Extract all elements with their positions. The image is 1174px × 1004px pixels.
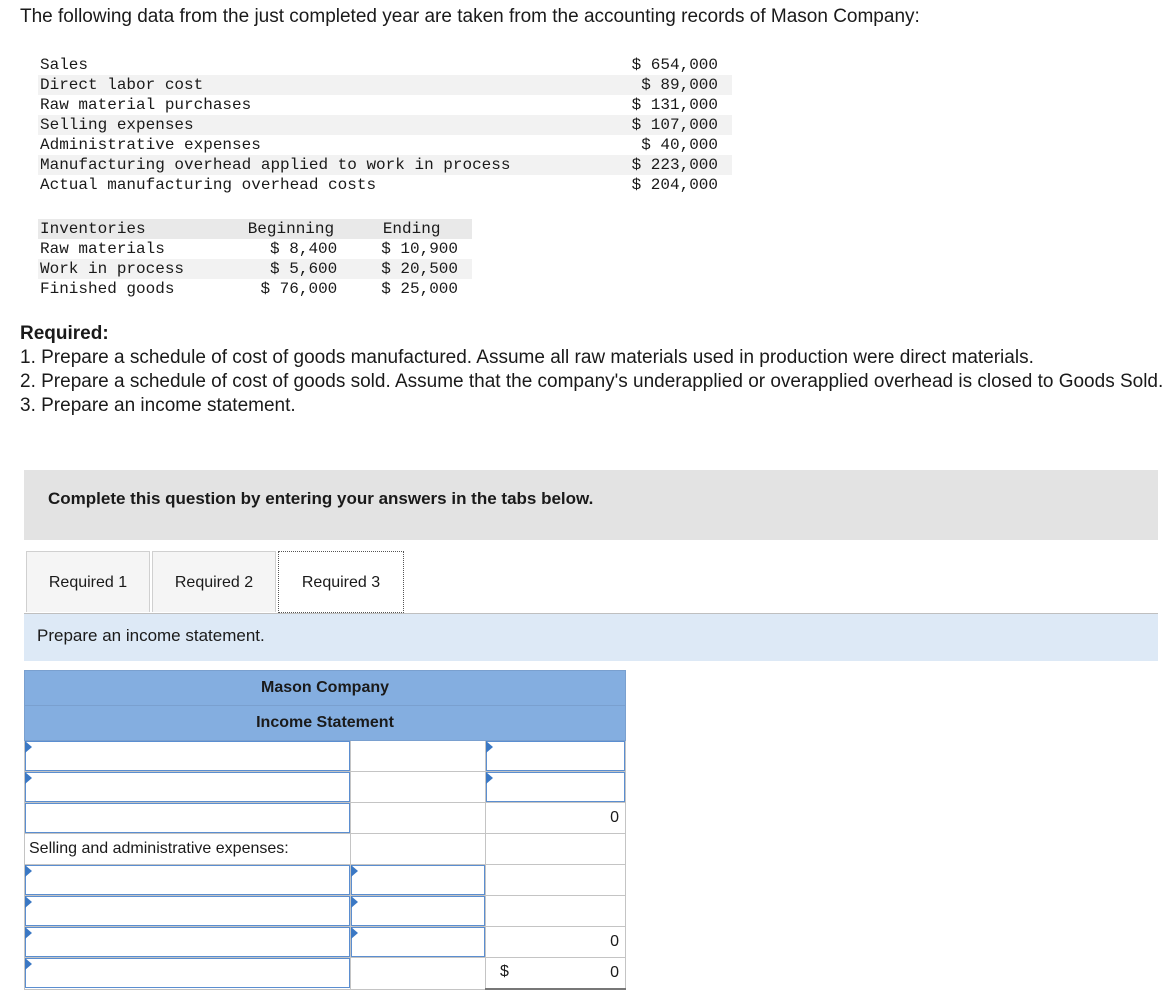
inventory-ending: $ 10,900 bbox=[381, 240, 458, 258]
data-row bbox=[38, 135, 732, 155]
data-label: Actual manufacturing overhead costs bbox=[40, 176, 377, 194]
data-amount: $ 654,000 bbox=[631, 56, 718, 74]
data-amount: $ 89,000 bbox=[609, 75, 732, 95]
account-select[interactable] bbox=[25, 896, 350, 926]
inventory-header: Inventories bbox=[38, 219, 231, 239]
net-income-amount: 0 bbox=[610, 964, 620, 981]
inventory-row bbox=[38, 259, 472, 279]
dropdown-arrow-icon bbox=[25, 772, 32, 784]
required-heading: Required: bbox=[20, 323, 109, 344]
statement-row bbox=[25, 803, 626, 834]
statement-sub-cell bbox=[351, 896, 486, 927]
dropdown-arrow-icon bbox=[25, 865, 32, 877]
tab-bar bbox=[24, 551, 1158, 614]
tab-required-1[interactable]: Required 1 bbox=[26, 551, 150, 612]
data-row bbox=[38, 175, 732, 195]
inventory-ending: $ 25,000 bbox=[381, 280, 458, 298]
inventory-row bbox=[38, 239, 472, 259]
amount-input[interactable] bbox=[351, 896, 485, 926]
inventory-table bbox=[38, 219, 472, 299]
account-select[interactable] bbox=[25, 927, 350, 957]
income-statement-table bbox=[24, 670, 626, 990]
net-income-value bbox=[486, 958, 626, 990]
data-amount: $ 40,000 bbox=[641, 136, 718, 154]
statement-amount-cell bbox=[486, 772, 626, 803]
data-label: Raw material purchases bbox=[40, 96, 252, 114]
data-label: Sales bbox=[40, 56, 89, 74]
computed-value: 0 bbox=[486, 927, 626, 958]
selling-admin-label: Selling and administrative expenses: bbox=[25, 834, 351, 865]
statement-company: Mason Company bbox=[25, 671, 626, 706]
dropdown-arrow-icon bbox=[351, 896, 358, 908]
statement-blank-cell bbox=[351, 958, 486, 990]
data-amount: $ 204,000 bbox=[631, 176, 718, 194]
data-label: Selling expenses bbox=[38, 115, 609, 135]
tab-required-2[interactable]: Required 2 bbox=[152, 551, 276, 612]
tab-required-3[interactable]: Required 3 bbox=[278, 551, 404, 613]
statement-row bbox=[25, 834, 626, 865]
statement-label-cell bbox=[25, 865, 351, 896]
statement-label-cell bbox=[25, 803, 351, 834]
dropdown-arrow-icon bbox=[486, 772, 493, 784]
account-select[interactable] bbox=[25, 958, 350, 988]
dropdown-arrow-icon bbox=[25, 896, 32, 908]
statement-row bbox=[25, 772, 626, 803]
statement-row bbox=[25, 741, 626, 772]
computed-value: 0 bbox=[486, 803, 626, 834]
required-section bbox=[20, 322, 1174, 418]
inventory-ending: $ 20,500 bbox=[351, 259, 472, 279]
data-amount: $ 223,000 bbox=[609, 155, 732, 175]
data-row bbox=[38, 95, 732, 115]
statement-label-cell bbox=[25, 741, 351, 772]
statement-blank-cell bbox=[486, 896, 626, 927]
dropdown-arrow-icon bbox=[25, 927, 32, 939]
amount-input[interactable] bbox=[351, 927, 485, 957]
instruction-text: Prepare an income statement. bbox=[37, 626, 265, 645]
banner-text: Complete this question by entering your answers in the tabs below. bbox=[48, 489, 594, 508]
instructions-banner bbox=[24, 470, 1158, 540]
statement-title: Income Statement bbox=[25, 706, 626, 741]
statement-blank-cell bbox=[351, 741, 486, 772]
data-row bbox=[38, 115, 732, 135]
amount-input[interactable] bbox=[351, 865, 485, 895]
dropdown-arrow-icon bbox=[25, 741, 32, 753]
account-select[interactable] bbox=[25, 741, 350, 771]
inventory-label: Work in process bbox=[38, 259, 231, 279]
inventory-beginning: $ 8,400 bbox=[270, 240, 338, 258]
dropdown-arrow-icon bbox=[351, 927, 358, 939]
statement-blank-cell bbox=[351, 834, 486, 865]
tab-instruction bbox=[24, 614, 1158, 661]
statement-blank-cell bbox=[351, 772, 486, 803]
statement-label-cell bbox=[25, 958, 351, 990]
data-row bbox=[38, 55, 732, 75]
data-label: Administrative expenses bbox=[40, 136, 261, 154]
amount-input[interactable] bbox=[486, 772, 625, 802]
inventory-label: Finished goods bbox=[40, 280, 175, 298]
statement-blank-cell bbox=[486, 834, 626, 865]
statement-row bbox=[25, 927, 626, 958]
inventory-beginning: $ 76,000 bbox=[260, 280, 338, 298]
dropdown-arrow-icon bbox=[351, 865, 358, 877]
data-label: Direct labor cost bbox=[38, 75, 609, 95]
account-label-input[interactable] bbox=[25, 803, 350, 833]
data-row bbox=[38, 155, 732, 175]
required-item: 3. Prepare an income statement. bbox=[20, 395, 296, 416]
data-row bbox=[38, 75, 732, 95]
inventory-row bbox=[38, 279, 472, 299]
statement-blank-cell bbox=[351, 803, 486, 834]
inventory-header: Ending bbox=[351, 219, 472, 239]
inventory-label: Raw materials bbox=[40, 240, 165, 258]
statement-label-cell bbox=[25, 896, 351, 927]
dropdown-arrow-icon bbox=[486, 741, 493, 753]
dollar-sign: $ bbox=[500, 963, 509, 980]
statement-sub-cell bbox=[351, 865, 486, 896]
statement-row bbox=[25, 865, 626, 896]
required-item: 2. Prepare a schedule of cost of goods sold. Assume that the company's underapplied or overapplied overhead is closed to Goods Sold. bbox=[20, 371, 1164, 392]
statement-amount-cell bbox=[486, 741, 626, 772]
required-item: 1. Prepare a schedule of cost of goods manufactured. Assume all raw materials used in production were direct materials. bbox=[20, 347, 1034, 368]
statement-blank-cell bbox=[486, 865, 626, 896]
statement-label-cell bbox=[25, 772, 351, 803]
inventory-header: Beginning bbox=[231, 219, 352, 239]
data-label: Manufacturing overhead applied to work in process bbox=[38, 155, 609, 175]
dropdown-arrow-icon bbox=[25, 958, 32, 970]
data-amount: $ 107,000 bbox=[609, 115, 732, 135]
statement-row bbox=[25, 896, 626, 927]
problem-intro: The following data from the just completed year are taken from the accounting records of Mason Company: bbox=[20, 6, 920, 27]
data-amount: $ 131,000 bbox=[631, 96, 718, 114]
statement-sub-cell bbox=[351, 927, 486, 958]
account-select[interactable] bbox=[25, 772, 350, 802]
statement-row bbox=[25, 958, 626, 990]
source-data-table bbox=[38, 55, 732, 195]
inventory-beginning: $ 5,600 bbox=[231, 259, 352, 279]
statement-label-cell bbox=[25, 927, 351, 958]
amount-input[interactable] bbox=[486, 741, 625, 771]
account-select[interactable] bbox=[25, 865, 350, 895]
